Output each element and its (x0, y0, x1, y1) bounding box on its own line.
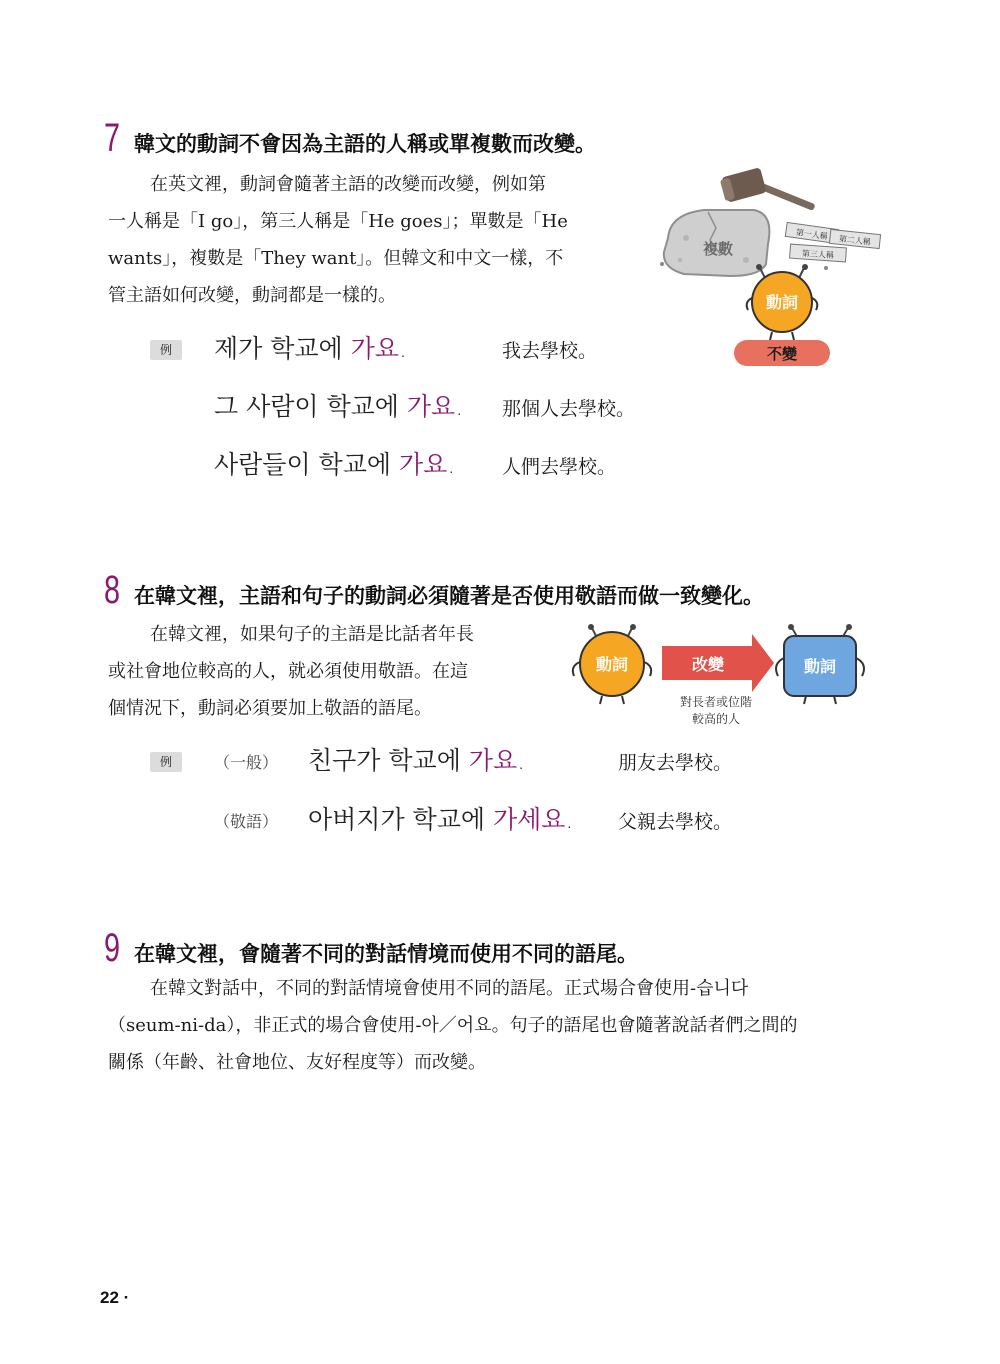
paragraph-line: wants」，複數是「They want」。但韓文和中文一樣，不 (108, 248, 564, 269)
chinese-translation: 朋友去學校。 (618, 752, 733, 774)
caption-line: 對長者或位階 (679, 695, 753, 709)
korean-example (214, 333, 407, 365)
section-9-paragraph (108, 970, 798, 1081)
section-7-paragraph (108, 166, 568, 314)
highlighted-verb: 가요 (406, 392, 456, 421)
korean-example (308, 804, 573, 836)
register-label: （一般） (214, 753, 279, 772)
paragraph-line: 一人稱是「I go」，第三人稱是「He goes」；單數是「He (108, 211, 568, 232)
korean-text: 친구가 학교에 (308, 746, 469, 775)
korean-period: . (455, 392, 464, 421)
paragraph-line: 管主語如何改變，動詞都是一樣的。 (108, 285, 396, 306)
paragraph-line: 或社會地位較高的人，就必須使用敬語。在這 (108, 661, 468, 682)
korean-text: 사람들이 학교에 (214, 450, 399, 479)
stone-label: 複數 (702, 240, 734, 258)
paragraph-line: 在英文裡，動詞會隨著主語的改變而改變，例如第 (150, 174, 546, 195)
korean-period: . (398, 334, 407, 363)
korean-text: 제가 학교에 (214, 334, 351, 363)
example-tag: 例 (150, 752, 182, 772)
paragraph-line: 在韓文裡，如果句子的主語是比話者年長 (150, 624, 474, 645)
korean-example (308, 745, 525, 777)
korean-text: 그 사람이 학교에 (214, 392, 407, 421)
card-label: 第一人稱 (795, 227, 829, 242)
korean-period: . (565, 805, 574, 834)
arrow-label: 改變 (691, 655, 725, 674)
chinese-translation: 人們去學校。 (502, 456, 617, 478)
register-label: （敬語） (214, 812, 279, 831)
korean-period: . (517, 746, 526, 775)
section-number: 8 (104, 568, 121, 612)
highlighted-verb: 가세요 (492, 805, 566, 834)
chinese-translation: 那個人去學校。 (502, 398, 636, 420)
korean-example (214, 449, 455, 481)
caption-line: 較高的人 (691, 712, 741, 726)
verb-unchanged-illustration (650, 168, 890, 378)
highlighted-verb: 가요 (398, 450, 448, 479)
honorific-change-illustration (562, 618, 872, 730)
broken-card (790, 244, 847, 262)
chinese-translation: 父親去學校。 (618, 811, 733, 833)
section-9-heading (104, 928, 638, 968)
korean-example (214, 391, 463, 423)
card-label: 第二人稱 (838, 234, 872, 247)
banner-label: 不變 (766, 345, 798, 363)
character-label: 動詞 (765, 293, 799, 312)
paragraph-line: （seum-ni-da），非正式的場合會使用-아／어요。句子的語尾也會隨著說話者們之間的 (108, 1015, 798, 1036)
page-number: 22 · (100, 1288, 130, 1307)
right-character-label: 動詞 (803, 657, 837, 676)
korean-period: . (447, 450, 456, 479)
paragraph-line: 個情況下，動詞必須要加上敬語的語尾。 (108, 698, 432, 719)
section-number: 9 (104, 926, 121, 970)
section-title: 韓文的動詞不會因為主語的人稱或單複數而改變。 (134, 132, 596, 156)
section-title: 在韓文裡，主語和句子的動詞必須隨著是否使用敬語而做一致變化。 (134, 584, 764, 608)
hammer-icon (720, 168, 816, 211)
paragraph-line: 關係（年齡、社會地位、友好程度等）而改變。 (108, 1052, 486, 1073)
broken-card (829, 229, 880, 248)
korean-text: 아버지가 학교에 (308, 805, 493, 834)
section-8-paragraph (108, 616, 474, 727)
section-title: 在韓文裡，會隨著不同的對話情境而使用不同的語尾。 (134, 942, 638, 966)
card-label: 第三人稱 (801, 248, 835, 261)
left-character-label: 動詞 (595, 655, 629, 674)
highlighted-verb: 가요 (468, 746, 518, 775)
section-number: 7 (104, 116, 121, 160)
section-7-heading (104, 118, 596, 158)
paragraph-line: 在韓文對話中，不同的對話情境會使用不同的語尾。正式場合會使用-습니다 (150, 978, 749, 999)
example-tag: 例 (150, 340, 182, 360)
highlighted-verb: 가요 (350, 334, 399, 363)
chinese-translation: 我去學校。 (502, 340, 598, 362)
section-8-heading (104, 570, 764, 610)
